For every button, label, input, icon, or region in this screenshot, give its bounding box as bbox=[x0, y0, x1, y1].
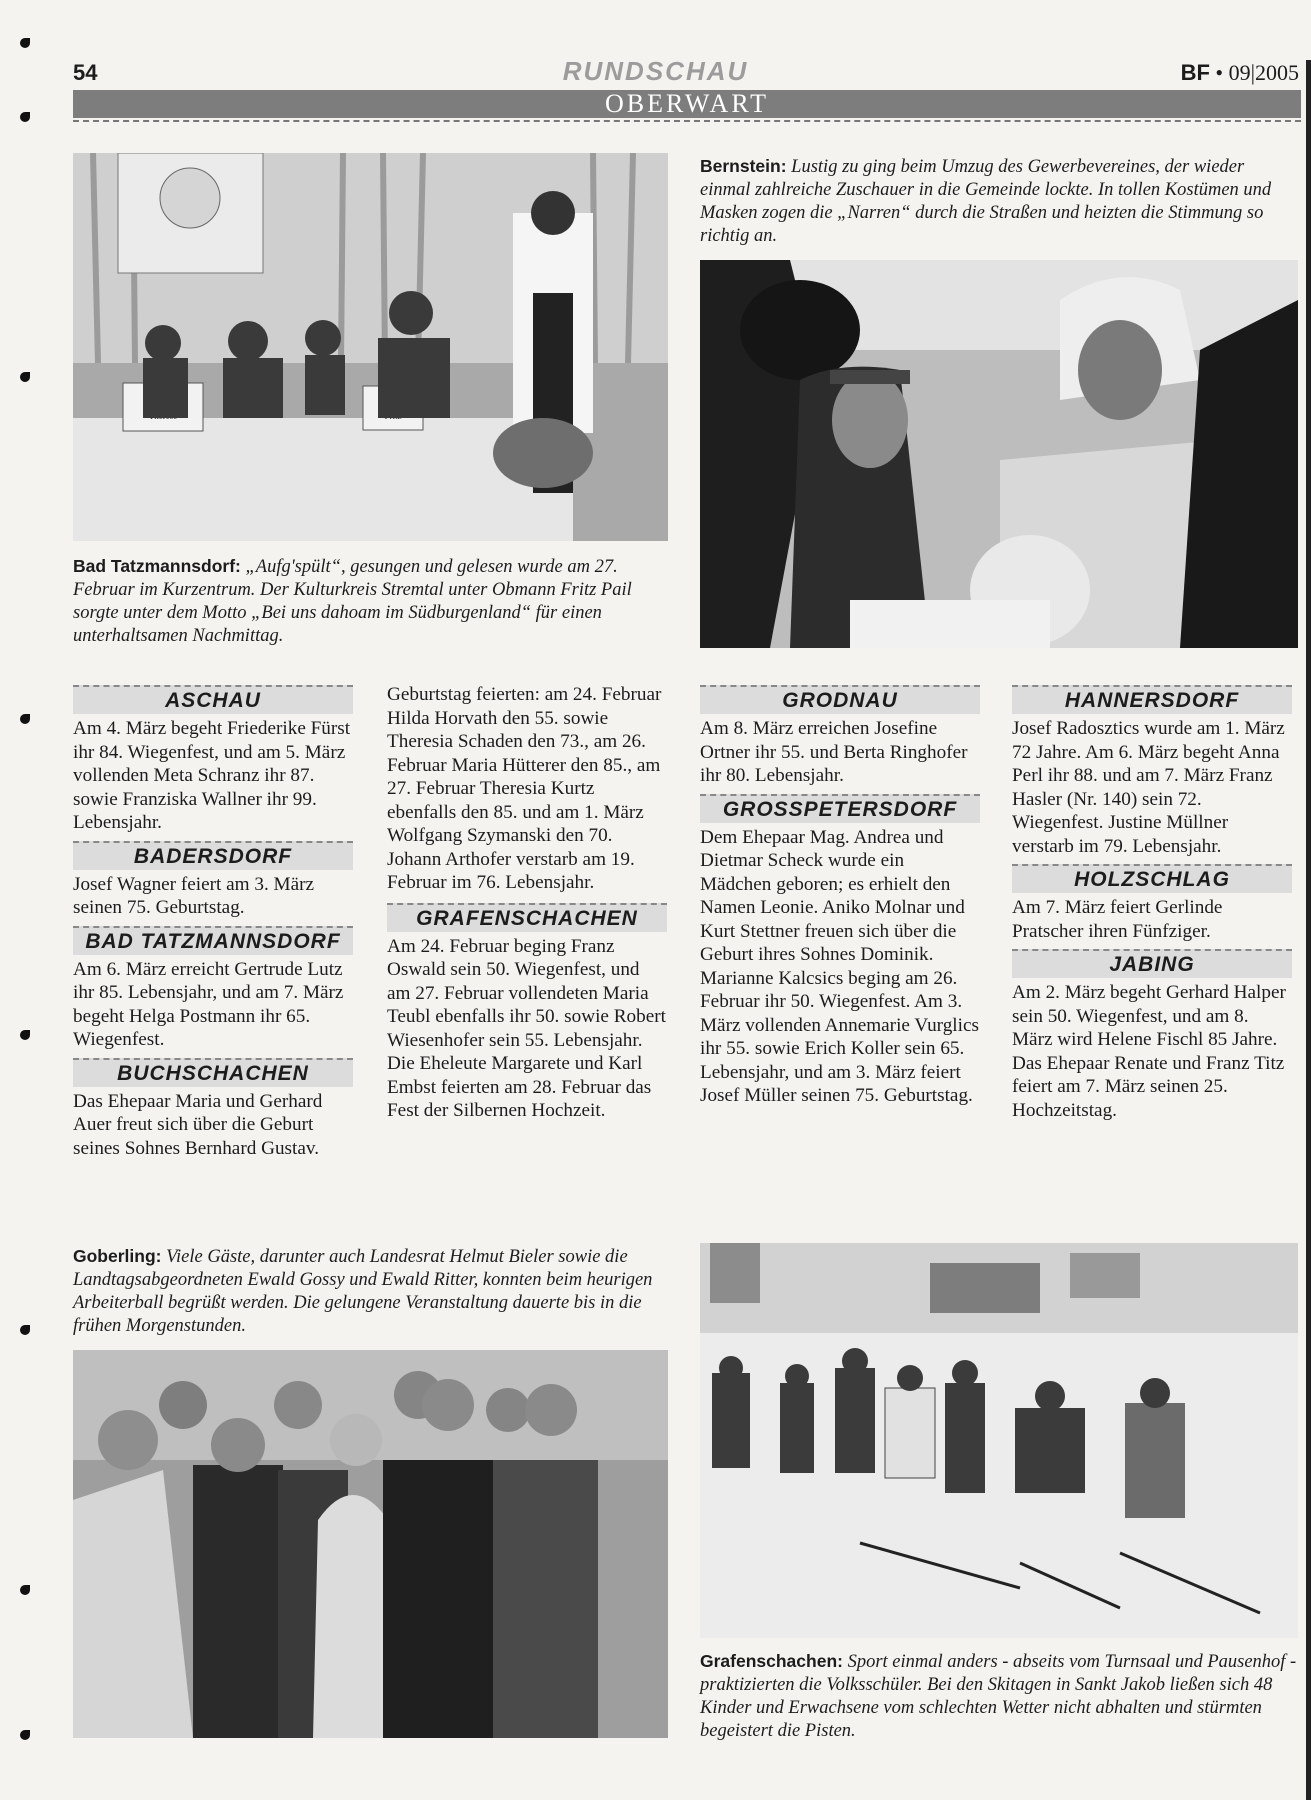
heading-jabing: JABING bbox=[1012, 949, 1292, 978]
region-title: OBERWART bbox=[604, 89, 769, 118]
binding-mark bbox=[20, 38, 30, 48]
binding-mark bbox=[20, 714, 30, 724]
scan-edge bbox=[1306, 60, 1311, 1800]
column-2 bbox=[387, 683, 667, 1129]
binding-mark bbox=[20, 1585, 30, 1595]
binding-mark bbox=[20, 372, 30, 382]
caption-text: Lustig zu ging beim Umzug des Gewerbevereines, der wieder einmal zahlreiche Zuschauer in die Gemeinde lockte. In tollen Kostümen und Masken zogen die „Narren“ durch die Straßen und heizten die Stimmung so richtig an. bbox=[700, 157, 1272, 246]
heading-grafenschachen: GRAFENSCHACHEN bbox=[387, 903, 667, 932]
section-title: RUNDSCHAU bbox=[562, 56, 749, 86]
text-badersdorf: Josef Wagner feiert am 3. März seinen 75. Geburtstag. bbox=[73, 873, 315, 918]
binding-mark bbox=[20, 112, 30, 122]
caption-text: „Aufg'spült“, gesungen und gelesen wurde am 27. Februar im Kurzentrum. Der Kulturkreis Stremtal unter Obmann Fritz Pail sorgte unter dem Motto „Bei uns dahoam im Südburgenland“ für einen unterhaltsamen Nachmittag. bbox=[73, 557, 632, 646]
heading-grodnau: GRODNAU bbox=[700, 685, 980, 714]
text-holzschlag: Am 7. März feiert Gerlinde Pratscher ihren Fünfziger. bbox=[1012, 897, 1223, 942]
caption-bernstein bbox=[700, 155, 1298, 248]
column-1 bbox=[73, 685, 353, 1166]
caption-place: Bernstein: bbox=[700, 156, 787, 176]
photo-grafenschachen bbox=[700, 1243, 1298, 1638]
page-number: 54 bbox=[73, 60, 98, 85]
issue-info bbox=[1181, 60, 1299, 86]
region-bar bbox=[73, 90, 1301, 118]
photo-goberling bbox=[73, 1350, 668, 1738]
binding-mark bbox=[20, 1730, 30, 1740]
column-3 bbox=[700, 685, 980, 1114]
heading-buchschachen: BUCHSCHACHEN bbox=[73, 1058, 353, 1087]
caption-grafenschachen bbox=[700, 1650, 1298, 1743]
photo-bernstein bbox=[700, 260, 1298, 648]
issue-brand: BF bbox=[1180, 60, 1210, 85]
text-col2-intro: Geburtstag feierten: am 24. Februar Hilda Horvath den 55. sowie Theresia Schaden den 73., am 26. Februar Maria Hütterer den 85., am 27. Februar Theresia Kurtz ebenfalls den 85. und am 1. März Wolfgang Szymanski den 70. Johann Arthofer verstarb am 19. Februar im 76. Lebensjahr. bbox=[387, 684, 662, 893]
text-buchschachen: Das Ehepaar Maria und Gerhard Auer freut sich über die Geburt seines Sohnes Bernhard Gustav. bbox=[73, 1090, 323, 1159]
caption-text: Sport einmal anders - abseits vom Turnsaal und Pausenhof - praktizierten die Volksschüler. Bei den Skitagen in Sankt Jakob ließen sich 48 Kinder und Erwachsene vom schlechten Wetter nicht abhalten und stürmten begeistert die Pisten. bbox=[700, 1652, 1297, 1741]
caption-bad-tatzmannsdorf bbox=[73, 555, 663, 648]
text-aschau: Am 4. März begeht Friederike Fürst ihr 84. Wiegenfest, und am 5. März vollenden Meta Schranz ihr 87. sowie Franziska Wallner ihr 99. Lebensjahr. bbox=[73, 718, 351, 833]
heading-aschau: ASCHAU bbox=[73, 685, 353, 714]
column-4 bbox=[1012, 685, 1292, 1128]
caption-place: Goberling: bbox=[73, 1246, 162, 1266]
text-hannersdorf: Josef Radosztics wurde am 1. März 72 Jahre. Am 6. März begeht Anna Perl ihr 88. und am 7. März Franz Hasler (Nr. 140) sein 72. Wiegenfest. Justine Müllner verstarb im 79. Lebensjahr. bbox=[1012, 718, 1285, 857]
text-grodnau: Am 8. März erreichen Josefine Ortner ihr 55. und Berta Ringhofer ihr 80. Lebensjahr. bbox=[700, 718, 968, 786]
caption-goberling bbox=[73, 1245, 663, 1338]
caption-place: Bad Tatzmannsdorf: bbox=[73, 556, 241, 576]
binding-mark bbox=[20, 1325, 30, 1335]
heading-bad-tatzmannsdorf: BAD TATZMANNSDORF bbox=[73, 926, 353, 955]
text-jabing: Am 2. März begeht Gerhard Halper sein 50. Wiegenfest, und am 8. März wird Helene Fischl 85 Jahre. Das Ehepaar Renate und Franz Titz feiert am 7. März seinen 25. Hochzeitstag. bbox=[1012, 982, 1286, 1121]
issue-date: 09|2005 bbox=[1228, 60, 1299, 85]
caption-place: Grafenschachen: bbox=[700, 1651, 843, 1671]
heading-hannersdorf: HANNERSDORF bbox=[1012, 685, 1292, 714]
heading-holzschlag: HOLZSCHLAG bbox=[1012, 864, 1292, 893]
text-grosspetersdorf: Dem Ehepaar Mag. Andrea und Dietmar Scheck wurde ein Mädchen geboren; es erhielt den Namen Leonie. Aniko Molnar und Kurt Stettner freuen sich über die Geburt ihres Sohnes Dominik. Marianne Kalcsics beging am 26. Februar ihr 50. Wiegenfest. Am 3. März vollenden Annemarie Vurglics ihr 55. sowie Erich Koller sein 65. Lebensjahr, und am 3. März feiert Josef Müller seinen 75. Geburtstag. bbox=[700, 826, 979, 1106]
text-grafenschachen: Am 24. Februar beging Franz Oswald sein 50. Wiegenfest, und am 27. Februar vollendeten Maria Teubl ebenfalls ihr 50. sowie Robert Wiesenhofer sein 55. Lebensjahr. Die Eheleute Margarete und Karl Embst feierten am 28. Februar das Fest der Silbernen Hochzeit. bbox=[387, 935, 666, 1121]
text-bad-tatzmannsdorf: Am 6. März erreicht Gertrude Lutz ihr 85. Lebensjahr, und am 7. März begeht Helga Postmann ihr 65. Wiegenfest. bbox=[73, 958, 344, 1050]
binding-mark bbox=[20, 1030, 30, 1040]
header-divider bbox=[73, 120, 1301, 122]
photo-bad-tatzmannsdorf bbox=[73, 153, 668, 541]
issue-separator: • bbox=[1215, 60, 1224, 85]
heading-grosspetersdorf: GROSSPETERSDORF bbox=[700, 794, 980, 823]
caption-text: Viele Gäste, darunter auch Landesrat Helmut Bieler sowie die Landtagsabgeordneten Ewald Gossy und Ewald Ritter, konnten beim heurigen Arbeiterball begrüßt werden. Die gelungene Veranstaltung dauerte bis in die frühen Morgenstunden. bbox=[73, 1247, 653, 1336]
heading-badersdorf: BADERSDORF bbox=[73, 841, 353, 870]
